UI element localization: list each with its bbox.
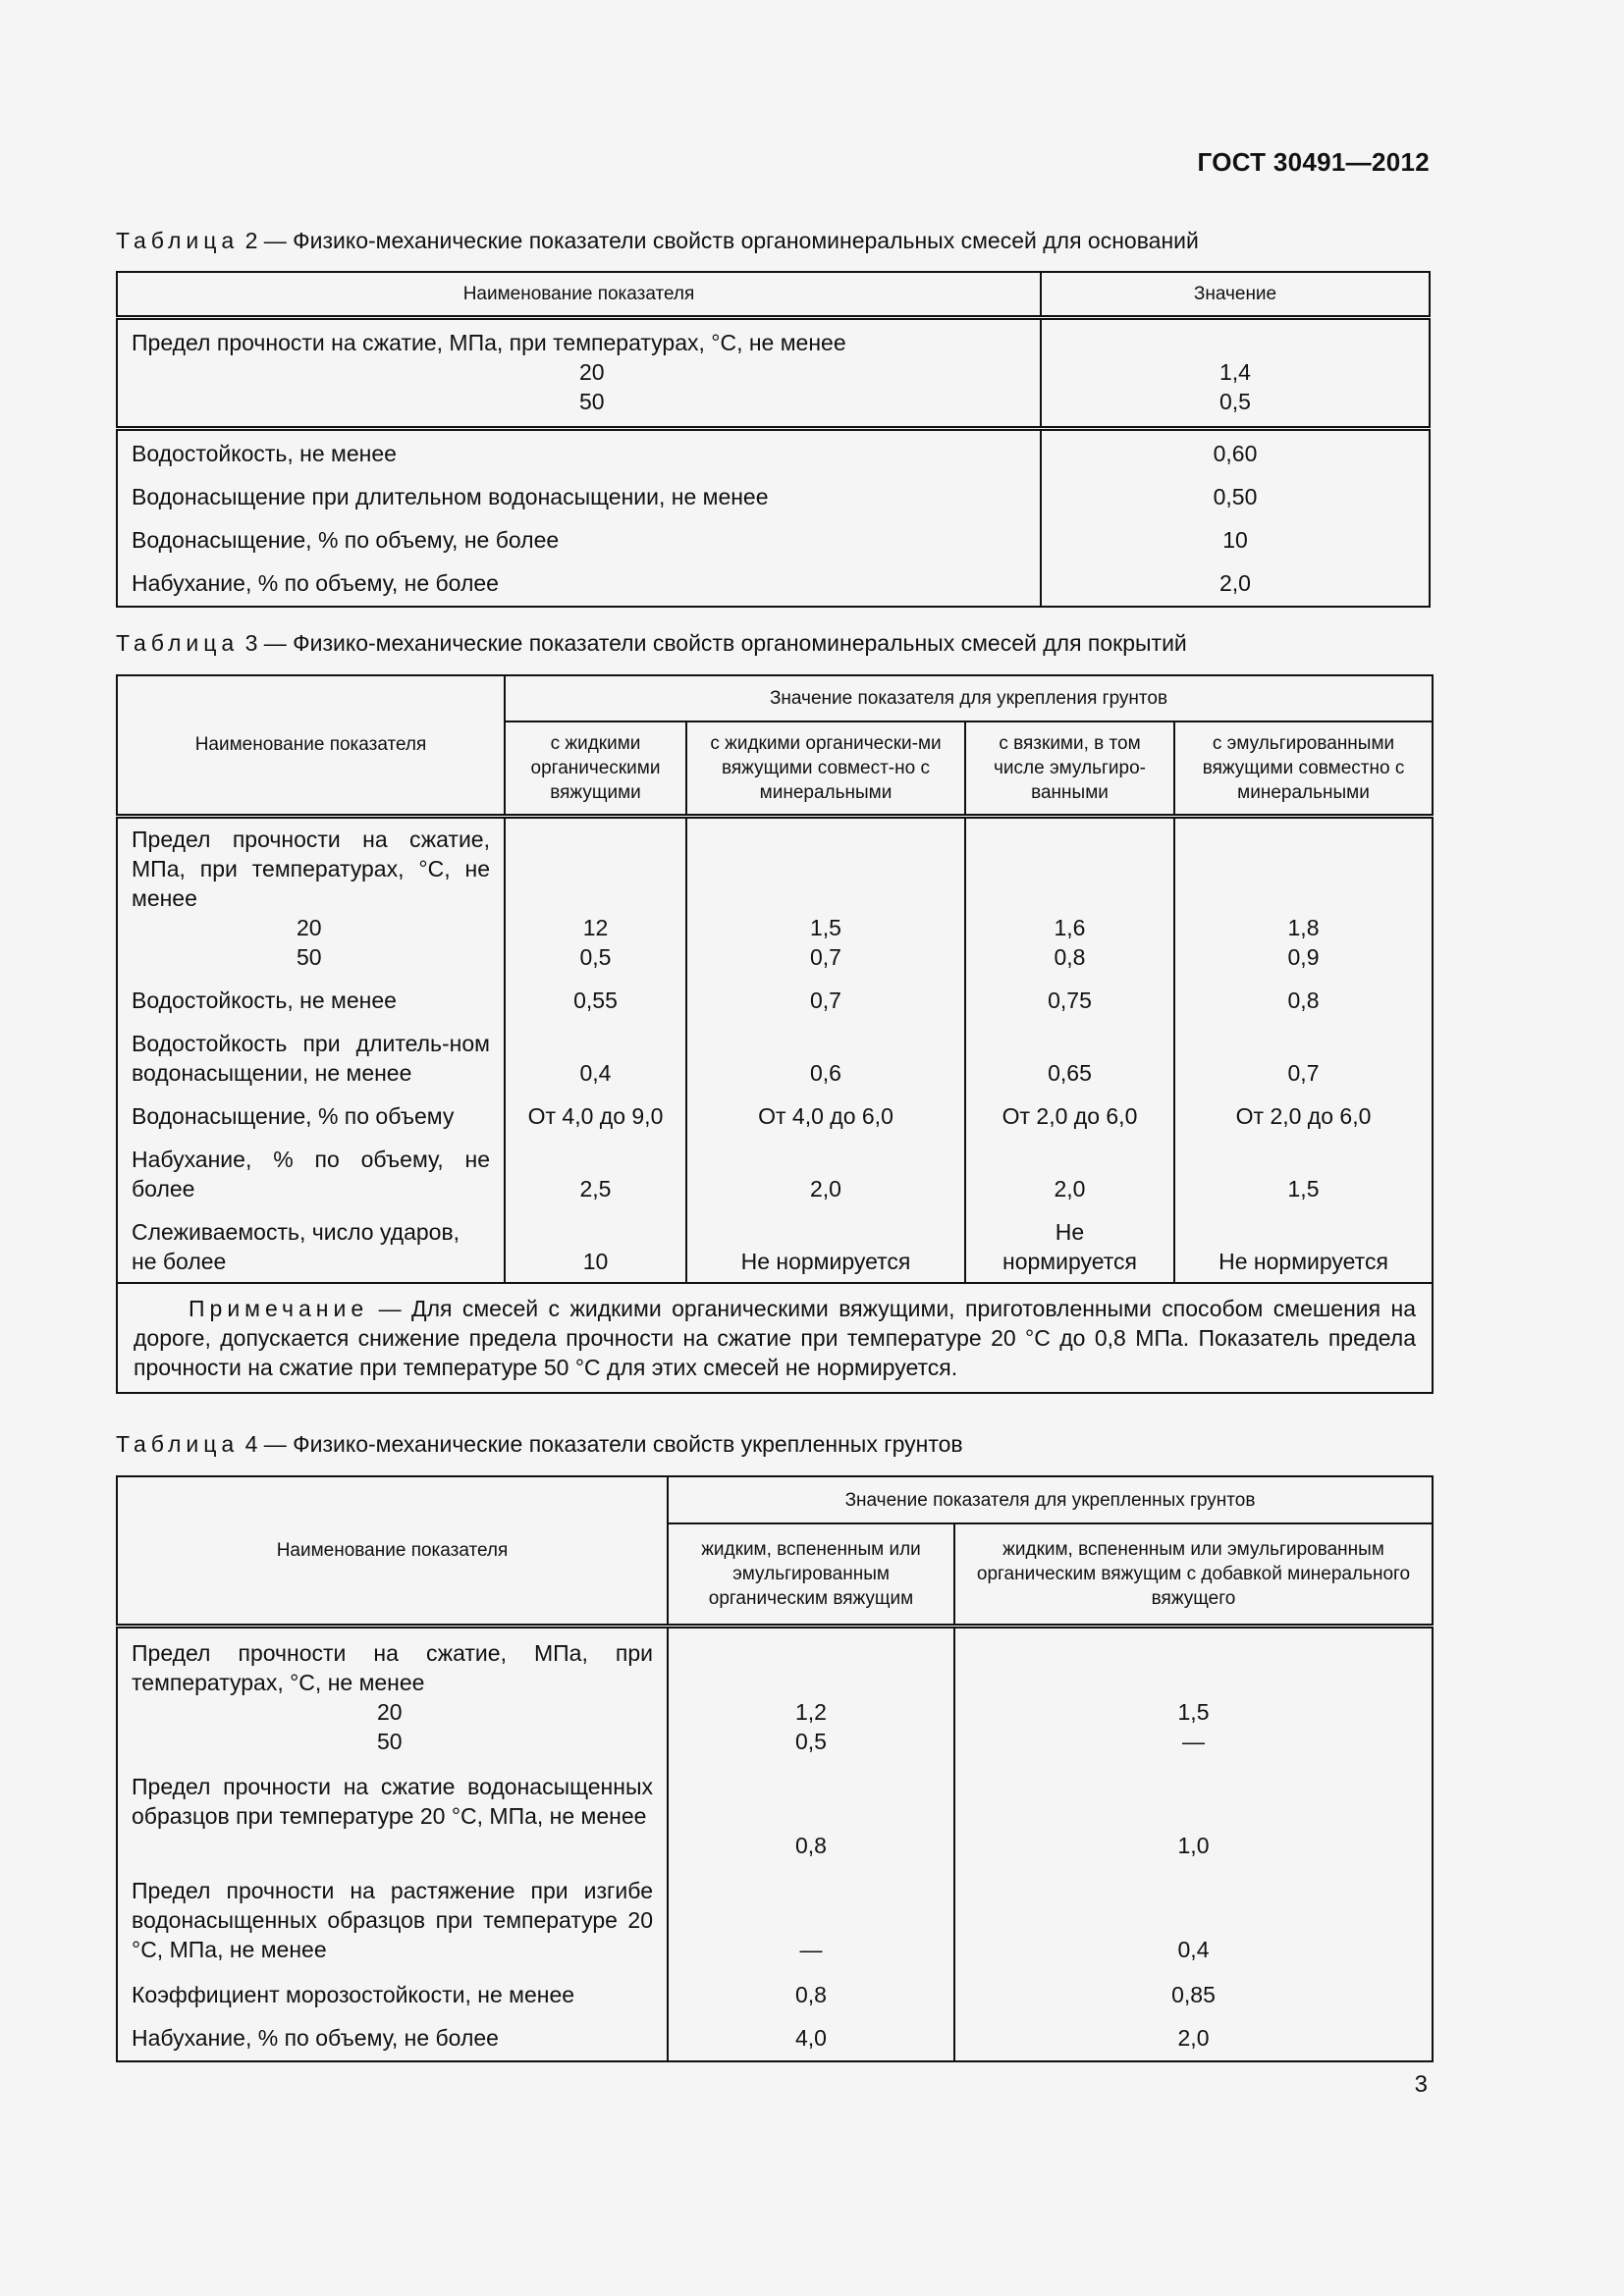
table-row	[117, 978, 1433, 1021]
table-row	[117, 1970, 1433, 2015]
row-label: Набухание, % по объему, не более	[117, 561, 1041, 607]
cell-value: 0,6	[686, 1021, 965, 1094]
temp-20: 20	[297, 914, 322, 940]
cell-value: 2,5	[505, 1137, 686, 1209]
table-row	[117, 561, 1430, 607]
table4-col-1: жидким, вспененным или эмульгированным органическим вяжущим	[668, 1523, 954, 1626]
cell-value: 0,85	[954, 1970, 1433, 2015]
cell-value: 0,9	[1287, 943, 1320, 970]
temp-20: 20	[377, 1698, 403, 1725]
table-row	[117, 517, 1430, 561]
cell-value: 0,5	[579, 943, 612, 970]
cell-value: От 4,0 до 6,0	[686, 1094, 965, 1137]
row-label: Водонасыщение, % по объему, не более	[117, 517, 1041, 561]
cell-value: 1,5	[1177, 1698, 1210, 1725]
table-row	[117, 1762, 1433, 1866]
table-row	[117, 1094, 1433, 1137]
temp-50: 50	[377, 1728, 403, 1754]
cell-value: 2,0	[686, 1137, 965, 1209]
cell-value: 4,0	[668, 2015, 954, 2061]
cell-value: Не нормируется	[965, 1209, 1174, 1283]
row-label: Водонасыщение при длительном водонасыщении, не менее	[117, 474, 1041, 517]
table4-col-group: Значение показателя для укрепленных грунтов	[668, 1476, 1433, 1523]
row-label: Предел прочности на сжатие, МПа, при температурах, °С, не менее	[132, 826, 490, 911]
table4-col-name: Наименование показателя	[117, 1476, 668, 1626]
table2-caption-word: Таблица	[116, 228, 240, 253]
table-row	[117, 816, 1433, 978]
table3-col-1: с жидкими органическими вяжущими	[505, 721, 686, 816]
cell-value: —	[1182, 1728, 1205, 1754]
cell-value: 0,7	[1174, 1021, 1433, 1094]
temp-20: 20	[579, 358, 605, 385]
cell-value: 12	[582, 914, 609, 940]
note-word: Примечание	[189, 1295, 369, 1321]
table3-col-3: с вязкими, в том числе эмульгиро-ванными	[965, 721, 1174, 816]
table-row	[117, 428, 1430, 474]
cell-value: 1,8	[1287, 914, 1320, 940]
table4-caption	[116, 1431, 963, 1458]
cell-value: 0,4	[954, 1866, 1433, 1970]
cell-value: Не нормируется	[1174, 1209, 1433, 1283]
cell-value: 10	[1041, 517, 1430, 561]
table2-col-name: Наименование показателя	[117, 272, 1041, 317]
row-label: Набухание, % по объему, не более	[117, 1137, 505, 1209]
table3-note	[117, 1283, 1433, 1393]
cell-value: Не нормируется	[686, 1209, 965, 1283]
table2-col-value: Значение	[1041, 272, 1430, 317]
table2-caption-text: 2 — Физико-механические показатели свойств органоминеральных смесей для оснований	[239, 228, 1199, 253]
table-row	[117, 474, 1430, 517]
cell-value: 0,8	[1054, 943, 1086, 970]
row-label: Водостойкость, не менее	[117, 428, 1041, 474]
row-label: Предел прочности на сжатие водонасыщенных образцов при температуре 20 °С, МПа, не менее	[117, 1762, 668, 1866]
cell-value: 2,0	[1041, 561, 1430, 607]
table-row	[117, 1137, 1433, 1209]
table2-caption	[116, 228, 1199, 254]
table-row	[117, 1866, 1433, 1970]
table3-col-4: с эмульгированными вяжущими совместно с минеральными	[1174, 721, 1433, 816]
cell-value: 1,0	[954, 1762, 1433, 1866]
table3-col-name: Наименование показателя	[117, 675, 505, 816]
cell-value: 0,4	[505, 1021, 686, 1094]
standard-number: ГОСТ 30491—2012	[1197, 147, 1430, 177]
table-row	[117, 1021, 1433, 1094]
table3-col-group: Значение показателя для укрепления грунтов	[505, 675, 1433, 721]
row-label: Предел прочности на сжатие, МПа, при температурах, °С, не менее	[132, 329, 846, 355]
row-label: Предел прочности на растяжение при изгибе водонасыщенных образцов при температуре 20 °С, МПа, не менее	[117, 1866, 668, 1970]
cell-value: 0,55	[505, 978, 686, 1021]
table4-caption-word: Таблица	[116, 1431, 240, 1457]
row-label: Набухание, % по объему, не более	[117, 2015, 668, 2061]
table3-note-row	[117, 1283, 1433, 1393]
row-label: Предел прочности на сжатие, МПа, при температурах, °С, не менее	[132, 1639, 653, 1695]
cell-value: 0,8	[1174, 978, 1433, 1021]
table-row	[117, 1626, 1433, 1762]
row-label: Водостойкость, не менее	[117, 978, 505, 1021]
table3-col-2: с жидкими органически-ми вяжущими совмест-но с минеральными	[686, 721, 965, 816]
cell-value: 0,5	[795, 1728, 827, 1754]
cell-value: 0,60	[1041, 428, 1430, 474]
note-text: — Для смесей с жидкими органическими вяжущими, приготовленными способом смешения на дороге, допускается снижение предела прочности на сжатие при температуре 20 °С до 0,8 МПа. Показатель предела прочности на сжатие при температуре 50 °С для этих смесей не нормируется.	[134, 1295, 1417, 1380]
table-row	[117, 1209, 1433, 1283]
table3-caption-word: Таблица	[116, 630, 240, 656]
table3-caption-text: 3 — Физико-механические показатели свойств органоминеральных смесей для покрытий	[239, 630, 1187, 656]
cell-value: 2,0	[965, 1137, 1174, 1209]
table-row	[117, 2015, 1433, 2061]
table2	[116, 271, 1431, 608]
table3-caption	[116, 630, 1187, 657]
cell-value: 2,0	[954, 2015, 1433, 2061]
row-label: Водостойкость при длитель-ном водонасыщении, не менее	[117, 1021, 505, 1094]
cell-value: 0,75	[965, 978, 1174, 1021]
table3	[116, 674, 1434, 1394]
table4	[116, 1475, 1434, 2062]
temp-50: 50	[579, 388, 605, 414]
row-label: Коэффициент морозостойкости, не менее	[117, 1970, 668, 2015]
cell-value: От 2,0 до 6,0	[1174, 1094, 1433, 1137]
cell-value: 1,6	[1054, 914, 1086, 940]
cell-value: 0,7	[810, 943, 841, 970]
cell-value: 1,5	[810, 914, 841, 940]
cell-value: —	[668, 1866, 954, 1970]
table4-caption-text: 4 — Физико-механические показатели свойств укрепленных грунтов	[239, 1431, 963, 1457]
cell-value: От 2,0 до 6,0	[965, 1094, 1174, 1137]
row-label: Слеживаемость, число ударов, не более	[117, 1209, 505, 1283]
temp-50: 50	[297, 943, 322, 970]
cell-value: 0,50	[1041, 474, 1430, 517]
cell-value: От 4,0 до 9,0	[505, 1094, 686, 1137]
row-label: Водонасыщение, % по объему	[117, 1094, 505, 1137]
cell-value: 0,8	[668, 1970, 954, 2015]
cell-value: 0,5	[1219, 388, 1251, 414]
cell-value: 1,4	[1219, 358, 1251, 385]
page-number: 3	[1414, 2071, 1428, 2098]
cell-value: 0,7	[686, 978, 965, 1021]
table-row	[117, 317, 1430, 428]
cell-value: 1,5	[1174, 1137, 1433, 1209]
cell-value: 0,65	[965, 1021, 1174, 1094]
table4-col-2: жидким, вспененным или эмульгированным органическим вяжущим с добавкой минерального вяжущего	[954, 1523, 1433, 1626]
cell-value: 1,2	[795, 1698, 827, 1725]
cell-value: 10	[505, 1209, 686, 1283]
cell-value: 0,8	[668, 1762, 954, 1866]
